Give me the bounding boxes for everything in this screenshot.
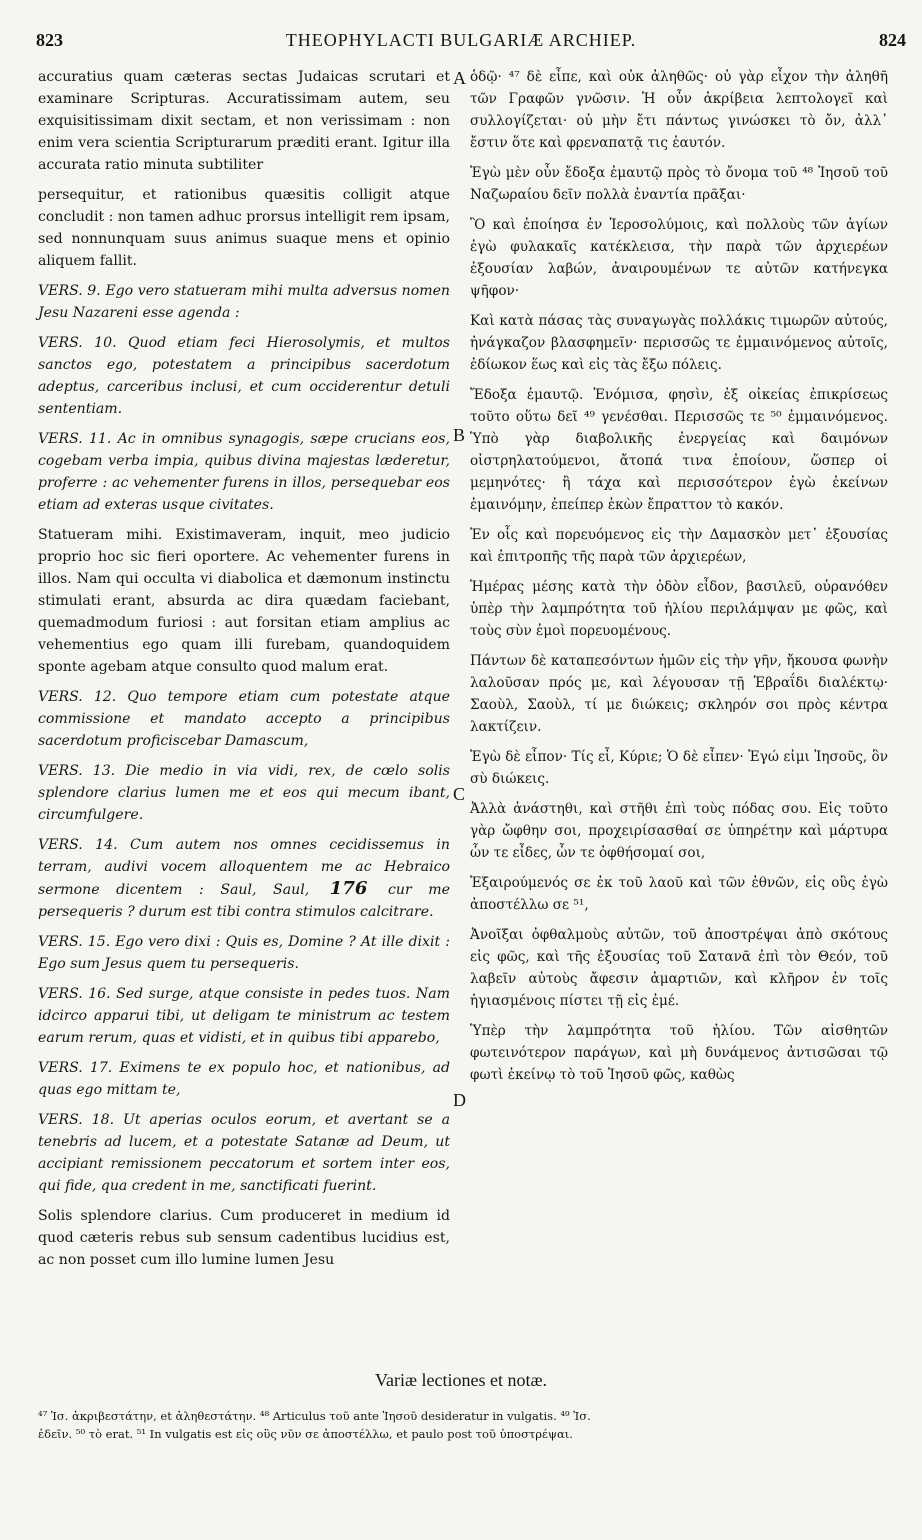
greek-final-paragraph: Ὑπὲρ τὴν λαμπρότητα τοῦ ἡλίου. Τῶν αἰσθητῶν φωτεινότερον παράγων, καὶ μὴ δυνάμενος ἀντισῶσαι τῷ φωτὶ ἐκείνῳ τὸ τοῦ Ἰησοῦ φῶς, καθὼς [470,1023,888,1083]
greek-verse-11: Καὶ κατὰ πάσας τὰς συναγωγὰς πολλάκις τιμωρῶν αὐτούς, ἠνάγκαζον βλασφημεῖν· περισσῶς τε ἐμμαινόμενος αὐτοῖς, ἐδίωκον ἕως καὶ εἰς τὰς ἔξω πόλεις. [470,313,888,373]
footnote-line-1: ⁴⁷ Ἰσ. ἀκριβεστάτην, et ἀληθεστάτην. ⁴⁸ Articulus τοῦ ante Ἰησοῦ desideratur in vulgatis. ⁴⁹ Ἰσ. [38,1409,591,1423]
latin-verse-13: VERS. 13. Die medio in via vidi, rex, de cœlo solis splendore clarius lumen me et eos qui mecum ibant, circumfulgere. [38,763,450,823]
latin-verse-18: VERS. 18. Ut aperias oculos eorum, et avertant se a tenebris ad lucem, et a potestate Satanæ ad Deum, ut accipiant remissionem peccatorum et sortem inter eos, qui fide, qua credent in me, sanctificati fuerint. [38,1112,450,1194]
two-column-content [38,66,888,1306]
latin-verse-11: VERS. 11. Ac in omnibus synagogis, sæpe crucians eos, cogebam verba impia, quibus divina majestas læderetur, proferre : ac vehementer furens in illos, persequebar eos etiam ad exteras usque civitates. [38,431,450,513]
page-header [0,30,922,54]
latin-verse-15: VERS. 15. Ego vero dixi : Quis es, Domine ? At ille dixit : Ego sum Jesus quem tu persequeris. [38,934,450,972]
left-page-number: 823 [36,30,63,50]
latin-verse-16: VERS. 16. Sed surge, atque consiste in pedes tuos. Nam idcirco apparui tibi, ut deligam te ministrum ac testem earum rerum, quas et vidisti, et in quibus tibi apparebo, [38,986,450,1046]
section-marker-a: A [453,68,466,88]
notes-title: Variæ lectiones et notæ. [375,1370,547,1390]
latin-verse-14-continuation: cur me persequeris ? durum est tibi contra stimulos calcitrare. [38,882,450,920]
latin-final-paragraph: Solis splendore clarius. Cum produceret in medium id quod cæteris rebus sub sensum cadentibus lucidius est, ac non posset cum illo lumine lumen Jesu [38,1208,450,1268]
greek-verse-14: Πάντων δὲ καταπεσόντων ἡμῶν εἰς τὴν γῆν, ἤκουσα φωνὴν λαλοῦσαν πρός με, καὶ λέγουσαν τῇ Ἑβραΐδι διαλέκτῳ· Σαοὺλ, Σαοὺλ, τί με διώκεις; σκληρόν σοι πρὸς κέντρα λακτίζειν. [470,653,888,735]
greek-verse-12: Ἐν οἷς καὶ πορευόμενος εἰς τὴν Δαμασκὸν μετ᾽ ἐξουσίας καὶ ἐπιτροπῆς τῆς παρὰ τῶν ἀρχιερέων, [470,527,888,565]
greek-verse-17: Ἐξαιρούμενός σε ἐκ τοῦ λαοῦ καὶ τῶν ἐθνῶν, εἰς οὓς ἐγὼ ἀποστέλλω σε ⁵¹, [470,875,888,913]
footnote-line-2: ἐδεῖν. ⁵⁰ τὸ erat. ⁵¹ In vulgatis est εἰς οὓς νῦν σε ἀποστέλλω, et paulo post τοῦ ὑποστρέψαι. [38,1427,573,1441]
latin-verse-17: VERS. 17. Eximens te ex populo hoc, et nationibus, ad quas ego mittam te, [38,1060,450,1098]
greek-column [470,66,888,1094]
running-title: THEOPHYLACTI BULGARIÆ ARCHIEP. [285,30,637,50]
greek-verse-16: Ἀλλὰ ἀνάστηθι, καὶ στῆθι ἐπὶ τοὺς πόδας σου. Εἰς τοῦτο γὰρ ὤφθην σοι, προχειρίσασθαί σε ὑπηρέτην καὶ μάρτυρα ὧν τε εἶδες, ὧν τε ὀφθήσομαί σοι, [470,801,888,861]
greek-paragraph: ὁδῷ· ⁴⁷ δὲ εἶπε, καὶ οὐκ ἀληθῶς· οὐ γὰρ εἶχον τὴν ἀληθῆ τῶν Γραφῶν γνῶσιν. Ἡ οὖν ἀκρίβεια λεπτολογεῖ καὶ συλλογίζεται· οὐ μὴν ἔτι πάντως γινώσκει τὸ ὄν, ἀλλ᾽ ἔστιν ὅτε καὶ φρεναπατᾷ τις ἑαυτόν. [470,69,888,151]
greek-verse-9: Ἐγὼ μὲν οὖν ἔδοξα ἐμαυτῷ πρὸς τὸ ὄνομα τοῦ ⁴⁸ Ἰησοῦ τοῦ Ναζωραίου δεῖν πολλὰ ἐναντία πρᾶξαι· [470,165,888,203]
latin-verse-9: VERS. 9. Ego vero statueram mihi multa adversus nomen Jesu Nazareni esse agenda : [38,283,450,321]
greek-verse-10: Ὃ καὶ ἐποίησα ἐν Ἱεροσολύμοις, καὶ πολλοὺς τῶν ἁγίων ἐγὼ φυλακαῖς κατέκλεισα, τὴν παρὰ τῶν ἀρχιερέων ἐξουσίαν λαβών, ἀναιρουμένων τε αὐτῶν κατήνεγκα ψῆφον· [470,217,888,299]
section-marker-d: D [453,1090,466,1110]
footnotes [38,1407,878,1443]
latin-verse-14 [38,834,450,923]
latin-verse-10: VERS. 10. Quod etiam feci Hierosolymis, et multos sanctos ego, potestatem a principibus sacerdotum adeptus, carceribus inclusi, et cum occiderentur detuli sententiam. [38,335,450,417]
latin-verse-12: VERS. 12. Quo tempore etiam cum potestate atque commissione et mandato accepto a principibus sacerdotum proficiscebar Damascum, [38,689,450,749]
latin-verse-14-text: VERS. 14. Cum autem nos omnes cecidissemus in terram, audivi vocem alloquentem me ac Hebraico sermone dicentem : Saul, Saul, [38,837,450,898]
section-marker-c: C [453,784,466,804]
greek-verse-15: Ἐγὼ δὲ εἶπον· Τίς εἶ, Κύριε; Ὁ δὲ εἶπεν· Ἐγώ εἰμι Ἰησοῦς, ὃν σὺ διώκεις. [470,749,888,787]
right-page-number: 824 [879,30,906,50]
inline-page-marker: 176 [329,878,368,899]
latin-paragraph: persequitur, et rationibus quæsitis colligit atque concludit : non tamen adhuc prorsus intelligit rem ipsam, sed nonnunquam suus animus suaque mens et opinio aliquem fallit. [38,187,450,269]
greek-commentary: Ἔδοξα ἐμαυτῷ. Ἐνόμισα, φησὶν, ἐξ οἰκείας ἐπικρίσεως τοῦτο οὕτω δεῖ ⁴⁹ γενέσθαι. Περισσῶς τε ⁵⁰ ἐμμαινόμενος. Ὑπὸ γὰρ διαβολικῆς ἐνεργείας καὶ δαιμόνων οἰστρηλατούμενοι, ἄτοπά τινα ἐποίουν, ὥσπερ οἱ μεμηνότες· ἢ τάχα καὶ περισσότερον ἐγὼ ἐκείνων ἐμαινόμην, ἐπείπερ ἑκὼν ἔπραττον τὸ κακόν. [470,387,888,513]
latin-column [38,66,450,1279]
latin-commentary: Statueram mihi. Existimaveram, inquit, meo judicio proprio hoc sic fieri oportere. Ac vehementer furens in illos. Nam qui occulta vi diabolica et dæmonum instinctu stimulati erant, absurda ac dira quædam faciebant, quemadmodum furiosi : aut forsitan etiam amplius ac vehementius ego quam illi furebam, quandoquidem sponte agebam atque consulto quod malum erat. [38,527,450,675]
section-marker-b: B [453,425,466,445]
greek-verse-13: Ἡμέρας μέσης κατὰ τὴν ὁδὸν εἶδον, βασιλεῦ, οὐρανόθεν ὑπὲρ τὴν λαμπρότητα τοῦ ἡλίου περιλάμψαν με φῶς, καὶ τοὺς σὺν ἐμοὶ πορευομένους. [470,579,888,639]
latin-paragraph: accuratius quam cæteras sectas Judaicas scrutari et examinare Scripturas. Accuratissimam autem, seu exquisitissimam dixit sectam, et non verissimam : non enim vera scientia Scripturarum præditi erant. Igitur illa accurata ratio minuta subtiliter [38,69,450,173]
greek-verse-18: Ἀνοῖξαι ὀφθαλμοὺς αὐτῶν, τοῦ ἀποστρέψαι ἀπὸ σκότους εἰς φῶς, καὶ τῆς ἐξουσίας τοῦ Σατανᾶ ἐπὶ τὸν Θεόν, τοῦ λαβεῖν αὐτοὺς ἄφεσιν ἁμαρτιῶν, καὶ κλῆρον ἐν τοῖς ἡγιασμένοις πίστει τῇ εἰς ἐμέ. [470,927,888,1009]
